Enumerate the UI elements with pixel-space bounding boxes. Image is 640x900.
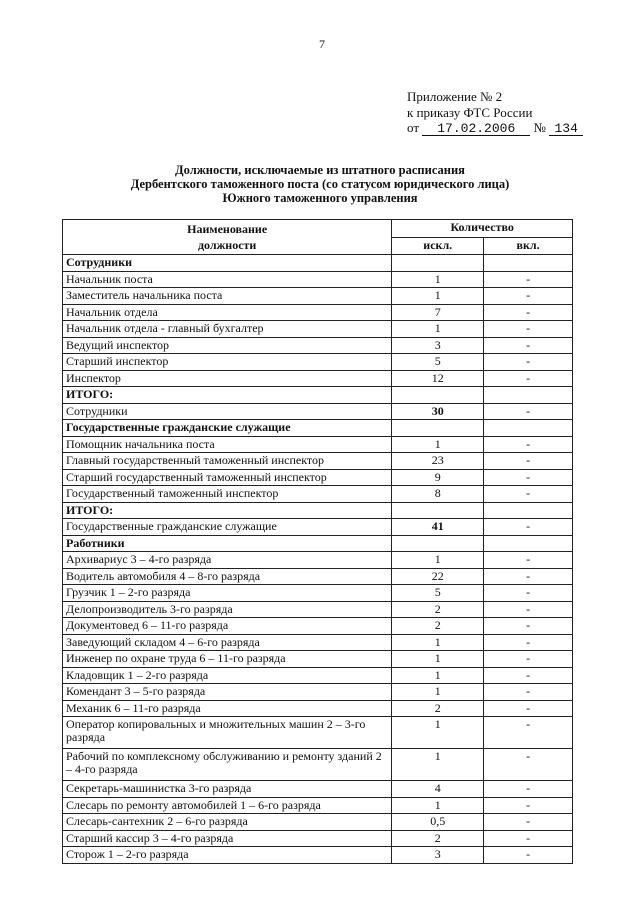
included-count: [484, 420, 573, 437]
included-count: [484, 255, 573, 272]
order-date: 17.02.2006: [422, 122, 530, 136]
table-row: [63, 749, 573, 781]
position-name: Старший государственный таможенный инспектор: [63, 469, 392, 486]
excluded-count: 41: [392, 519, 484, 536]
total-row: [63, 403, 573, 420]
included-count: -: [484, 797, 573, 814]
included-count: -: [484, 288, 573, 305]
table-row: [63, 304, 573, 321]
table-row: [63, 634, 573, 651]
excluded-count: [392, 420, 484, 437]
excluded-count: 1: [392, 717, 484, 749]
included-count: -: [484, 667, 573, 684]
excluded-count: [392, 502, 484, 519]
excluded-count: 1: [392, 651, 484, 668]
table-row: [63, 814, 573, 831]
position-name: Старший кассир 3 – 4-го разряда: [63, 830, 392, 847]
table-row: [63, 830, 573, 847]
header-excluded: искл.: [392, 237, 484, 255]
position-name: Сотрудники: [63, 255, 392, 272]
excluded-count: 1: [392, 436, 484, 453]
included-count: -: [484, 354, 573, 371]
title-line-3: Южного таможенного управления: [222, 191, 418, 205]
table-row: [63, 700, 573, 717]
table-row: [63, 370, 573, 387]
position-name: Оператор копировальных и множительных машин 2 – 3-го разряда: [63, 717, 392, 749]
position-name: Ведущий инспектор: [63, 337, 392, 354]
excluded-count: 8: [392, 486, 484, 503]
position-name: Заведующий складом 4 – 6-го разряда: [63, 634, 392, 651]
section-row: [63, 387, 573, 404]
table-row: [63, 354, 573, 371]
position-name: Начальник отдела: [63, 304, 392, 321]
excluded-count: 1: [392, 288, 484, 305]
table-row: [63, 601, 573, 618]
excluded-count: 1: [392, 634, 484, 651]
title-line-2: Дербентского таможенного поста (со статусом юридического лица): [130, 177, 510, 191]
table-row: [63, 618, 573, 635]
included-count: -: [484, 486, 573, 503]
positions-table: [62, 219, 573, 864]
header-included: вкл.: [484, 237, 573, 255]
excluded-count: 5: [392, 585, 484, 602]
included-count: -: [484, 304, 573, 321]
header-name-line-1: Наименование: [187, 222, 268, 236]
included-count: -: [484, 453, 573, 470]
excluded-count: 2: [392, 618, 484, 635]
table-row: [63, 271, 573, 288]
included-count: -: [484, 271, 573, 288]
excluded-count: 9: [392, 469, 484, 486]
section-row: [63, 535, 573, 552]
position-name: ИТОГО:: [63, 387, 392, 404]
table-row: [63, 486, 573, 503]
excluded-count: [392, 535, 484, 552]
excluded-count: 1: [392, 749, 484, 781]
included-count: [484, 387, 573, 404]
position-name: Инженер по охране труда 6 – 11-го разряда: [63, 651, 392, 668]
included-count: -: [484, 717, 573, 749]
excluded-count: 1: [392, 684, 484, 701]
excluded-count: 22: [392, 568, 484, 585]
included-count: -: [484, 830, 573, 847]
position-name: Документовед 6 – 11-го разряда: [63, 618, 392, 635]
position-name: Государственные гражданские служащие: [63, 420, 392, 437]
from-label: от: [407, 120, 420, 135]
included-count: -: [484, 370, 573, 387]
excluded-count: 2: [392, 601, 484, 618]
document-title: [60, 163, 580, 205]
position-name: Государственные гражданские служащие: [63, 519, 392, 536]
position-name: Слесарь по ремонту автомобилей 1 – 6-го разряда: [63, 797, 392, 814]
excluded-count: [392, 255, 484, 272]
table-row: [63, 453, 573, 470]
included-count: -: [484, 847, 573, 864]
included-count: -: [484, 634, 573, 651]
excluded-count: 5: [392, 354, 484, 371]
table-row: [63, 847, 573, 864]
position-name: Государственный таможенный инспектор: [63, 486, 392, 503]
position-name: Помощник начальника поста: [63, 436, 392, 453]
included-count: -: [484, 568, 573, 585]
table-row: [63, 568, 573, 585]
table-row: [63, 781, 573, 798]
included-count: -: [484, 651, 573, 668]
included-count: [484, 502, 573, 519]
excluded-count: [392, 387, 484, 404]
included-count: -: [484, 403, 573, 420]
excluded-count: 1: [392, 271, 484, 288]
excluded-count: 3: [392, 847, 484, 864]
header-position-name: [63, 220, 392, 255]
excluded-count: 1: [392, 552, 484, 569]
excluded-count: 30: [392, 403, 484, 420]
excluded-count: 1: [392, 797, 484, 814]
included-count: -: [484, 781, 573, 798]
table-row: [63, 469, 573, 486]
table-row: [63, 585, 573, 602]
table-row: [63, 337, 573, 354]
table-row: [63, 436, 573, 453]
position-name: Комендант 3 – 5-го разряда: [63, 684, 392, 701]
position-name: Сторож 1 – 2-го разряда: [63, 847, 392, 864]
table-row: [63, 684, 573, 701]
section-row: [63, 420, 573, 437]
included-count: -: [484, 436, 573, 453]
position-name: Секретарь-машинистка 3-го разряда: [63, 781, 392, 798]
excluded-count: 4: [392, 781, 484, 798]
included-count: -: [484, 684, 573, 701]
position-name: Слесарь-сантехник 2 – 6-го разряда: [63, 814, 392, 831]
included-count: -: [484, 585, 573, 602]
position-name: Старший инспектор: [63, 354, 392, 371]
position-name: Сотрудники: [63, 403, 392, 420]
included-count: -: [484, 814, 573, 831]
included-count: -: [484, 618, 573, 635]
included-count: -: [484, 700, 573, 717]
appendix-title: Приложение № 2: [407, 89, 503, 104]
table-row: [63, 288, 573, 305]
table-row: [63, 552, 573, 569]
included-count: -: [484, 321, 573, 338]
position-name: Работники: [63, 535, 392, 552]
appendix-order-ref: к приказу ФТС России: [407, 104, 533, 120]
header-quantity: Количество: [392, 220, 573, 238]
excluded-count: 3: [392, 337, 484, 354]
total-row: [63, 519, 573, 536]
excluded-count: 2: [392, 830, 484, 847]
position-name: Рабочий по комплексному обслуживанию и ремонту зданий 2 – 4-го разряда: [63, 749, 392, 781]
number-label: №: [533, 120, 546, 135]
page-number: 7: [319, 37, 325, 51]
title-line-1: Должности, исключаемые из штатного расписания: [175, 163, 465, 177]
excluded-count: 1: [392, 321, 484, 338]
appendix-block: [407, 89, 583, 136]
excluded-count: 2: [392, 700, 484, 717]
table-row: [63, 651, 573, 668]
excluded-count: 23: [392, 453, 484, 470]
included-count: -: [484, 469, 573, 486]
excluded-count: 12: [392, 370, 484, 387]
position-name: Архивариус 3 – 4-го разряда: [63, 552, 392, 569]
position-name: Начальник поста: [63, 271, 392, 288]
position-name: Механик 6 – 11-го разряда: [63, 700, 392, 717]
included-count: -: [484, 337, 573, 354]
position-name: Грузчик 1 – 2-го разряда: [63, 585, 392, 602]
position-name: Инспектор: [63, 370, 392, 387]
position-name: Водитель автомобиля 4 – 8-го разряда: [63, 568, 392, 585]
excluded-count: 7: [392, 304, 484, 321]
table-row: [63, 797, 573, 814]
table-row: [63, 717, 573, 749]
section-row: [63, 502, 573, 519]
excluded-count: 0,5: [392, 814, 484, 831]
included-count: -: [484, 519, 573, 536]
order-number: 134: [549, 122, 583, 136]
section-row: [63, 255, 573, 272]
included-count: -: [484, 749, 573, 781]
included-count: [484, 535, 573, 552]
excluded-count: 1: [392, 667, 484, 684]
table-body: [63, 255, 573, 864]
position-name: Делопроизводитель 3-го разряда: [63, 601, 392, 618]
table-row: [63, 321, 573, 338]
position-name: ИТОГО:: [63, 502, 392, 519]
included-count: -: [484, 552, 573, 569]
position-name: Начальник отдела - главный бухгалтер: [63, 321, 392, 338]
position-name: Главный государственный таможенный инспектор: [63, 453, 392, 470]
appendix-date-line: [407, 120, 583, 136]
position-name: Заместитель начальника поста: [63, 288, 392, 305]
header-name-line-2: должности: [197, 238, 257, 252]
included-count: -: [484, 601, 573, 618]
position-name: Кладовщик 1 – 2-го разряда: [63, 667, 392, 684]
table-row: [63, 667, 573, 684]
